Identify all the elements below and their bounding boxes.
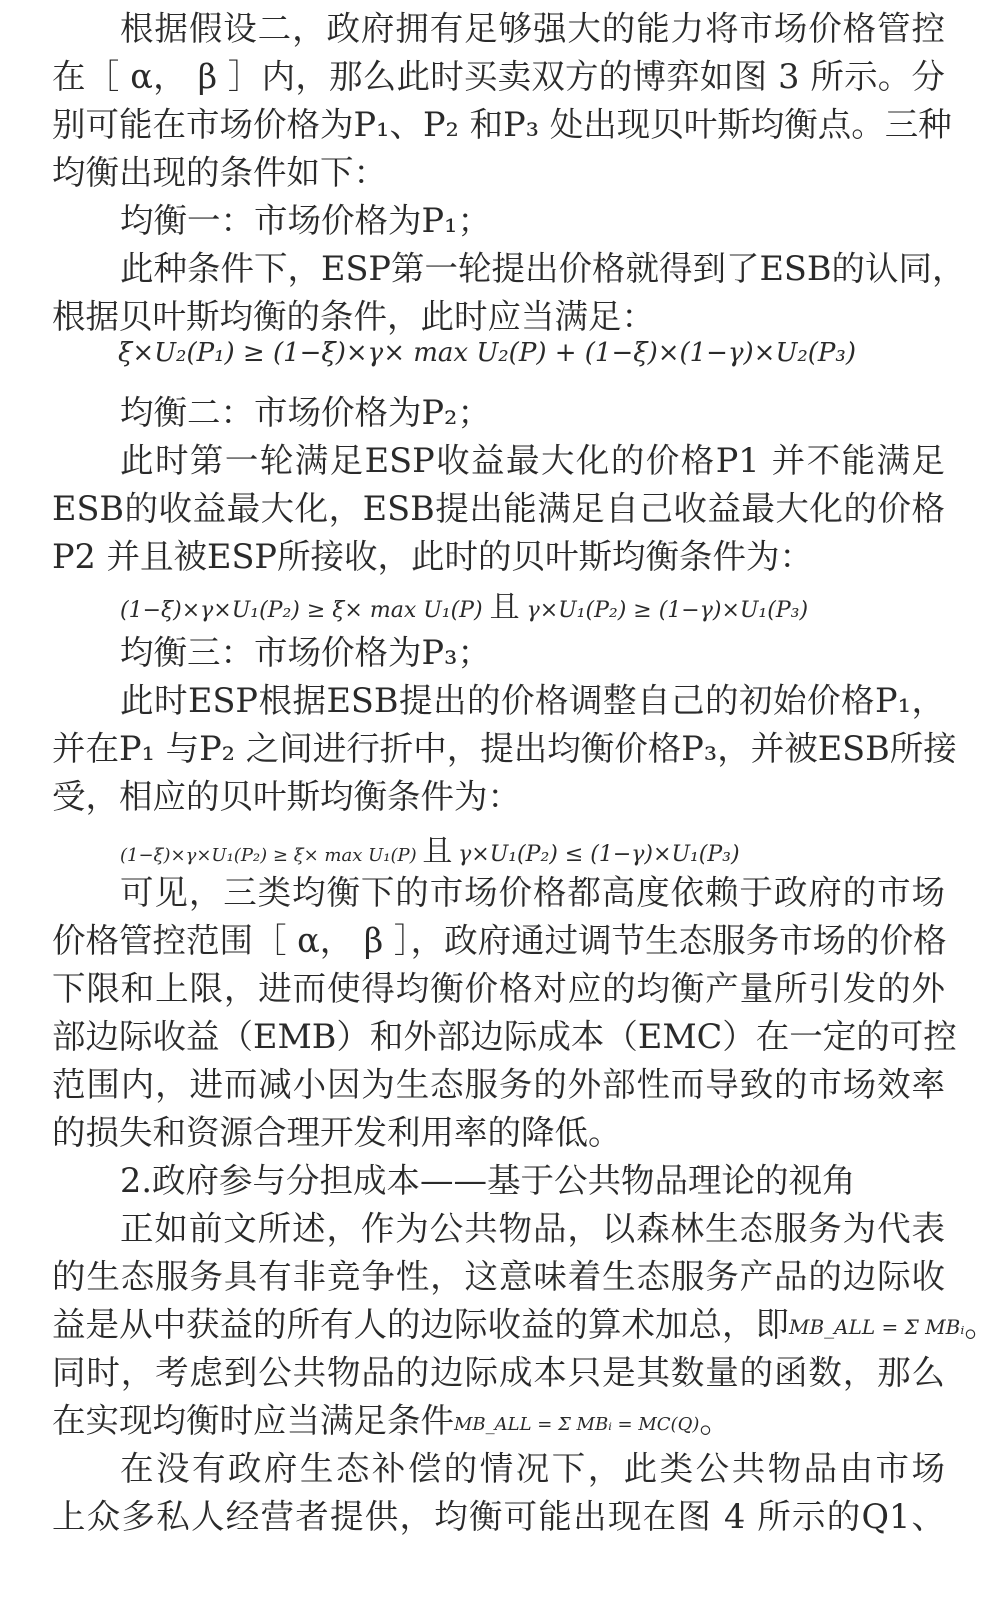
formula-equilibrium-1: ξ×U₂(P₁) ≥ (1−ξ)×γ× max U₂(P) + (1−ξ)×(1−γ)×U₂(P₃) bbox=[118, 338, 856, 368]
paragraph-line: 此种条件下，ESP第一轮提出价格就得到了ESB的认同， bbox=[120, 249, 966, 288]
paragraph-line: P2 并且被ESP所接收，此时的贝叶斯均衡条件为： bbox=[52, 537, 813, 576]
punctuation: 。 bbox=[699, 1401, 733, 1440]
paragraph-line: 的生态服务具有非竞争性，这意味着生态服务产品的边际收 bbox=[52, 1257, 945, 1296]
paragraph-line: 下限和上限，进而使得均衡价格对应的均衡产量所引发的外 bbox=[52, 969, 945, 1008]
formula-equilibrium-3 bbox=[120, 826, 740, 870]
section-heading: 2.政府参与分担成本——基于公共物品理论的视角 bbox=[120, 1161, 856, 1200]
formula-part: γ×U₁(P₂) ≤ (1−γ)×U₁(P₃) bbox=[458, 842, 740, 867]
paragraph-line bbox=[52, 1397, 945, 1445]
inline-formula-mb-sum: MB_ALL = Σ MBᵢ bbox=[789, 1315, 965, 1339]
paragraph-line: 价格管控范围［ α， β ］，政府通过调节生态服务市场的价格 bbox=[52, 921, 947, 960]
paragraph-line: 并在P₁ 与P₂ 之间进行折中，提出均衡价格P₃，并被ESB所接 bbox=[52, 729, 957, 768]
conjunction-text: 且 bbox=[422, 834, 453, 869]
paragraph-line: 正如前文所述，作为公共物品，以森林生态服务为代表 bbox=[120, 1209, 945, 1248]
paragraph-line: 此时ESP根据ESB提出的价格调整自己的初始价格P₁， bbox=[120, 681, 945, 720]
paragraph-line bbox=[52, 1301, 998, 1349]
paragraph-line: 可见，三类均衡下的市场价格都高度依赖于政府的市场 bbox=[120, 873, 945, 912]
paragraph-line: 此时第一轮满足ESP收益最大化的价格P1 并不能满足 bbox=[120, 441, 945, 480]
paragraph-line: 根据贝叶斯均衡的条件，此时应当满足： bbox=[52, 297, 655, 336]
paragraph-line: 上众多私人经营者提供，均衡可能出现在图 4 所示的Q1、 bbox=[52, 1497, 945, 1536]
paragraph-text: 益是从中获益的所有人的边际收益的算术加总，即 bbox=[52, 1305, 789, 1344]
paragraph-line: 均衡出现的条件如下： bbox=[52, 153, 387, 192]
paragraph-line: 受，相应的贝叶斯均衡条件为： bbox=[52, 777, 521, 816]
paragraph-line: ESB的收益最大化，ESB提出能满足自己收益最大化的价格 bbox=[52, 489, 945, 528]
paragraph-line: 同时，考虑到公共物品的边际成本只是其数量的函数，那么 bbox=[52, 1353, 945, 1392]
formula-part: (1−ξ)×γ×U₁(P₂) ≥ ξ× max U₁(P) bbox=[120, 845, 417, 866]
inline-formula-equilibrium: MB_ALL = Σ MBᵢ = MC(Q) bbox=[454, 1414, 700, 1435]
paragraph-text: 在实现均衡时应当满足条件 bbox=[52, 1401, 454, 1440]
formula-equilibrium-2 bbox=[120, 582, 808, 626]
paragraph-line: 部边际收益（EMB）和外部边际成本（EMC）在一定的可控 bbox=[52, 1017, 957, 1056]
formula-part: (1−ξ)×γ×U₁(P₂) ≥ ξ× max U₁(P) bbox=[120, 598, 483, 623]
paragraph-line: 在没有政府生态补偿的情况下，此类公共物品由市场 bbox=[120, 1449, 945, 1488]
formula-part: γ×U₁(P₂) ≥ (1−γ)×U₁(P₃) bbox=[526, 598, 809, 623]
paragraph-line: 根据假设二，政府拥有足够强大的能力将市场价格管控 bbox=[120, 9, 945, 48]
paragraph-line: 在［ α， β ］内，那么此时买卖双方的博弈如图 3 所示。分 bbox=[52, 57, 945, 96]
paragraph-line: 的损失和资源合理开发利用率的降低。 bbox=[52, 1113, 622, 1152]
paragraph-line: 范围内，进而减小因为生态服务的外部性而导致的市场效率 bbox=[52, 1065, 945, 1104]
paragraph-line: 均衡一：市场价格为P₁； bbox=[120, 201, 491, 240]
punctuation: 。 bbox=[964, 1305, 998, 1344]
conjunction-text: 且 bbox=[489, 590, 520, 625]
paragraph-line: 别可能在市场价格为P₁、P₂ 和P₃ 处出现贝叶斯均衡点。三种 bbox=[52, 105, 952, 144]
paragraph-line: 均衡二：市场价格为P₂； bbox=[120, 393, 491, 432]
paragraph-line: 均衡三：市场价格为P₃； bbox=[120, 633, 491, 672]
